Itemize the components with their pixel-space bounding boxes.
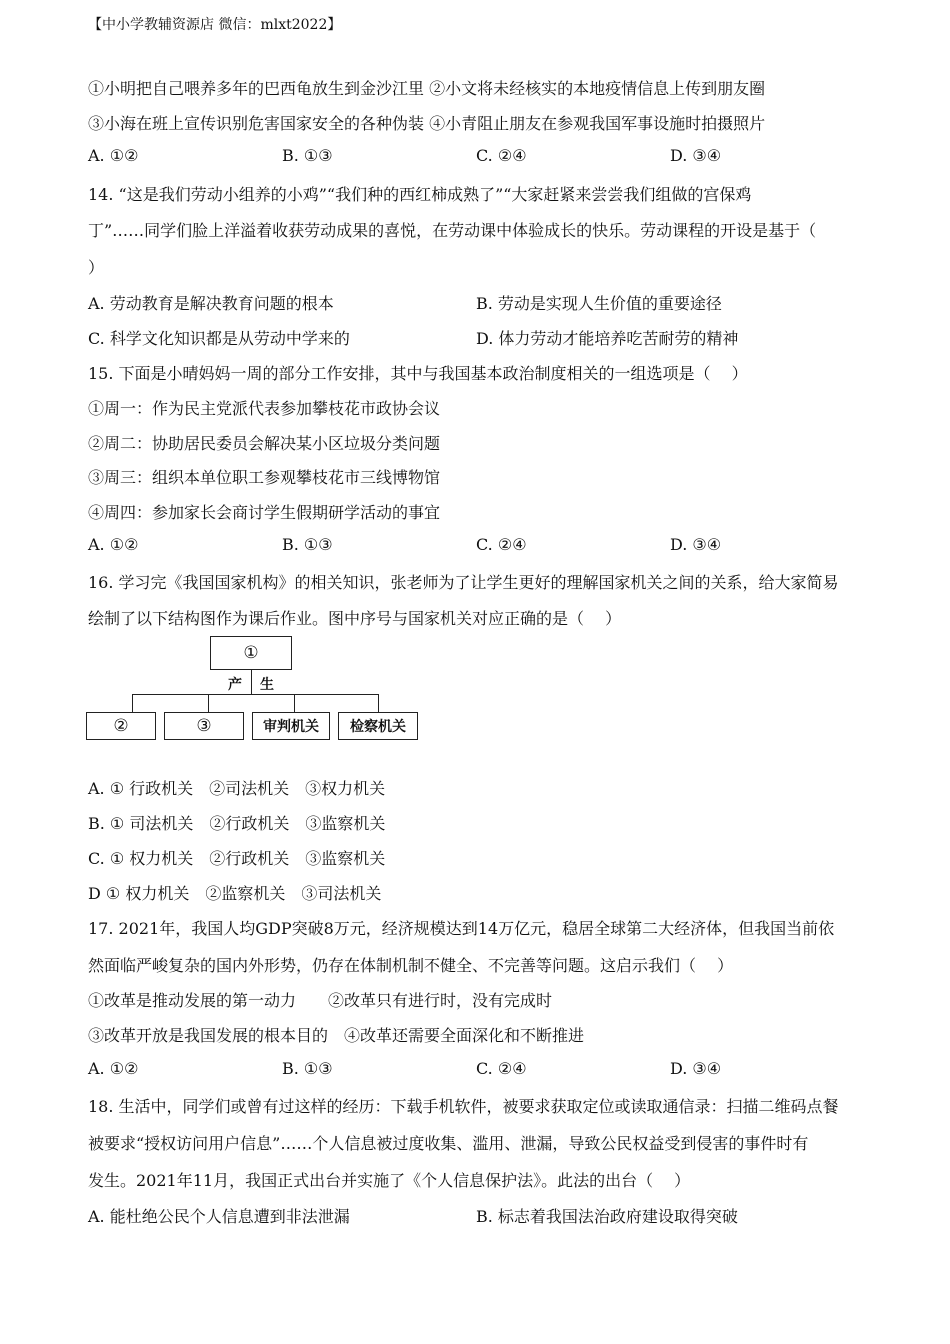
diagram-child-box-2: ②: [86, 712, 156, 740]
q15-item-2: ②周二：协助居民委员会解决某小区垃圾分类问题: [88, 434, 441, 453]
q14-option-c: C. 科学文化知识都是从劳动中学来的: [88, 329, 350, 348]
q15-stem: 15. 下面是小晴妈妈一周的部分工作安排，其中与我国基本政治制度相关的一组选项是（ ）: [88, 364, 748, 383]
q18-stem-line-2: 被要求“授权访问用户信息”……个人信息被过度收集、滥用、泄漏，导致公民权益受到侵害的事件时有: [88, 1134, 809, 1153]
diagram-drop-1: [132, 694, 133, 712]
page-header: 【中小学教辅资源店 微信：mlxt2022】: [88, 17, 342, 33]
q15-option-b: B. ①③: [282, 535, 333, 554]
q14-stem-line-3: ）: [88, 258, 105, 277]
q15-item-4: ④周四：参加家长会商讨学生假期研学活动的事宜: [88, 503, 441, 522]
diagram-child-box-court: 审判机关: [252, 712, 330, 740]
diagram-drop-3: [294, 694, 295, 712]
diagram-label-left: 产: [228, 677, 242, 693]
diagram-connector: [251, 670, 252, 694]
state-organs-diagram: [86, 636, 426, 742]
q14-stem-line-2: 丁”……同学们脸上洋溢着收获劳动成果的喜悦，在劳动课中体验成长的快乐。劳动课程的开设是基于（: [88, 221, 817, 240]
diagram-top-box: ①: [210, 636, 292, 670]
q16-option-b: B. ① 司法机关 ②行政机关 ③监察机关: [88, 814, 386, 833]
q13-option-b: B. ①③: [282, 146, 333, 165]
diagram-child-box-procuratorate: 检察机关: [338, 712, 418, 740]
q14-option-b: B. 劳动是实现人生价值的重要途径: [476, 294, 722, 313]
q17-item-line-1: ①改革是推动发展的第一动力 ②改革只有进行时，没有完成时: [88, 991, 553, 1010]
q15-item-1: ①周一：作为民主党派代表参加攀枝花市政协会议: [88, 399, 441, 418]
q13-item-line-1: ①小明把自己喂养多年的巴西龟放生到金沙江里 ②小文将未经核实的本地疫情信息上传到朋友圈: [88, 79, 766, 98]
q17-option-c: C. ②④: [476, 1059, 527, 1078]
q13-item-line-2: ③小海在班上宣传识别危害国家安全的各种伪装 ④小青阻止朋友在参观我国军事设施时拍摄照片: [88, 114, 766, 133]
diagram-drop-4: [378, 694, 379, 712]
q17-option-a: A. ①②: [88, 1059, 139, 1078]
q13-option-c: C. ②④: [476, 146, 527, 165]
q17-option-b: B. ①③: [282, 1059, 333, 1078]
q13-option-d: D. ③④: [670, 146, 722, 165]
diagram-child-box-3: ③: [164, 712, 244, 740]
q17-option-d: D. ③④: [670, 1059, 722, 1078]
q18-stem-line-3: 发生。2021年11月，我国正式出台并实施了《个人信息保护法》。此法的出台（ ）: [88, 1171, 691, 1190]
q13-option-a: A. ①②: [88, 146, 139, 165]
q16-option-a: A. ① 行政机关 ②司法机关 ③权力机关: [88, 779, 386, 798]
q16-stem-line-2: 绘制了以下结构图作为课后作业。图中序号与国家机关对应正确的是（ ）: [88, 609, 622, 628]
diagram-drop-2: [208, 694, 209, 712]
q16-stem-line-1: 16. 学习完《我国国家机构》的相关知识，张老师为了让学生更好的理解国家机关之间的关系，给大家简易: [88, 573, 839, 592]
q17-stem-line-2: 然面临严峻复杂的国内外形势，仍存在体制机制不健全、不完善等问题。这启示我们（ ）: [88, 956, 734, 975]
q18-stem-line-1: 18. 生活中，同学们或曾有过这样的经历：下载手机软件，被要求获取定位或读取通信录：扫描二维码点餐: [88, 1097, 839, 1116]
diagram-branch-line: [132, 694, 378, 695]
q17-item-line-2: ③改革开放是我国发展的根本目的 ④改革还需要全面深化和不断推进: [88, 1026, 585, 1045]
q16-option-d: D ① 权力机关 ②监察机关 ③司法机关: [88, 884, 382, 903]
q15-option-c: C. ②④: [476, 535, 527, 554]
q15-option-a: A. ①②: [88, 535, 139, 554]
q17-stem-line-1: 17. 2021年，我国人均GDP突破8万元，经济规模达到14万亿元，稳居全球第二大经济体，但我国当前依: [88, 919, 835, 938]
q14-option-a: A. 劳动教育是解决教育问题的根本: [88, 294, 334, 313]
q18-option-b: B. 标志着我国法治政府建设取得突破: [476, 1207, 738, 1226]
q18-option-a: A. 能杜绝公民个人信息遭到非法泄漏: [88, 1207, 350, 1226]
q15-item-3: ③周三：组织本单位职工参观攀枝花市三线博物馆: [88, 468, 441, 487]
diagram-label-right: 生: [260, 677, 274, 693]
q14-stem-line-1: 14. “这是我们劳动小组养的小鸡”“我们种的西红柿成熟了”“大家赶紧来尝尝我们组做的宫保鸡: [88, 185, 752, 204]
q15-option-d: D. ③④: [670, 535, 722, 554]
q16-option-c: C. ① 权力机关 ②行政机关 ③监察机关: [88, 849, 386, 868]
q14-option-d: D. 体力劳动才能培养吃苦耐劳的精神: [476, 329, 739, 348]
